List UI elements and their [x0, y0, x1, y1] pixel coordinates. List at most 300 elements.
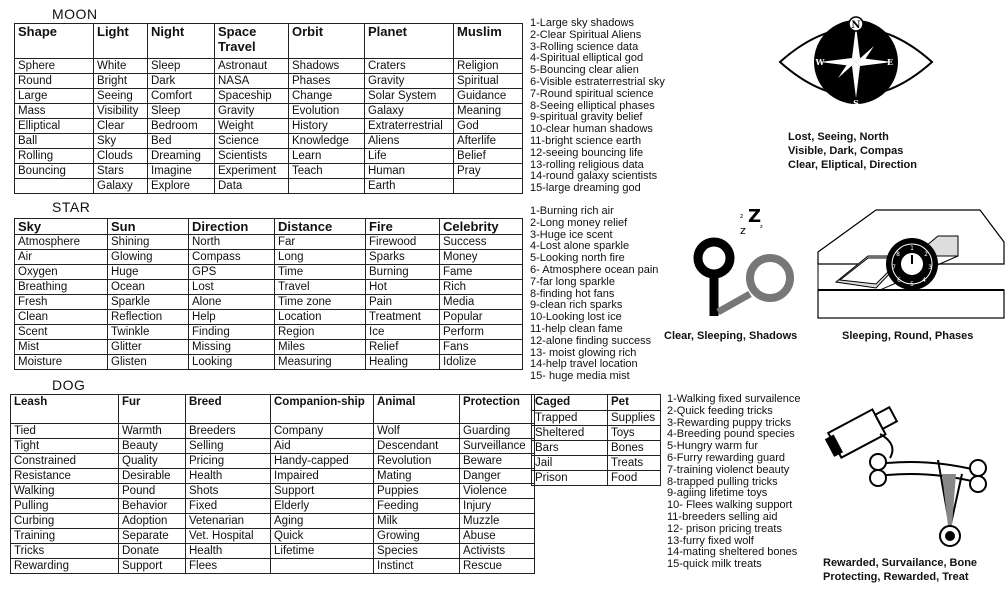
table-row [15, 149, 523, 164]
list-item: 11-breeders selling aid [667, 510, 778, 523]
table-cell: Growing [374, 529, 460, 544]
table-cell: Finding [189, 325, 275, 340]
table-cell: Milk [374, 514, 460, 529]
table-cell: Far [275, 235, 366, 250]
table-cell: Sphere [15, 59, 94, 74]
table-cell: Shots [186, 484, 271, 499]
list-item: 5-Looking north fire [530, 252, 625, 265]
column-header: Space Travel [215, 24, 289, 59]
table-cell: Moisture [15, 355, 108, 370]
table-cell: Tight [11, 439, 119, 454]
caged-pet-table [531, 394, 661, 486]
table-row [15, 74, 523, 89]
table-row [15, 89, 523, 104]
table-row [15, 59, 523, 74]
table-cell: Bed [148, 134, 215, 149]
table-row [15, 340, 523, 355]
table-cell: Shadows [289, 59, 365, 74]
table-cell: Meaning [454, 104, 523, 119]
list-item: 15-large dreaming god [530, 182, 641, 195]
table-cell: Stars [94, 164, 148, 179]
table-cell: History [289, 119, 365, 134]
table-cell: Fresh [15, 295, 108, 310]
list-item: 14-round galaxy scientists [530, 170, 658, 183]
table-cell: Elderly [271, 499, 374, 514]
table-cell [289, 179, 365, 194]
list-item: 1-Large sky shadows [530, 17, 634, 29]
table-cell: Spaceship [215, 89, 289, 104]
table-cell: Phases [289, 74, 365, 89]
table-cell: Scientists [215, 149, 289, 164]
table-cell: Change [289, 89, 365, 104]
table-row [11, 469, 535, 484]
column-header: Night [148, 24, 215, 59]
table-cell: Time [275, 265, 366, 280]
table-cell: Feeding [374, 499, 460, 514]
table-cell: Training [11, 529, 119, 544]
table-cell: Comfort [148, 89, 215, 104]
table-cell: Surveillance [460, 439, 535, 454]
table-cell: Danger [460, 469, 535, 484]
table-cell: Spiritual [454, 74, 523, 89]
table-cell: Bones [608, 441, 661, 456]
moon-combination-list [530, 18, 665, 195]
table-row [532, 441, 661, 456]
table-cell: Travel [275, 280, 366, 295]
table-cell: Aid [271, 439, 374, 454]
table-cell: Pray [454, 164, 523, 179]
list-item: 6-Furry rewarding guard [667, 451, 785, 464]
table-cell: Rescue [460, 559, 535, 574]
list-item: 6-Visible estraterrestrial sky [530, 75, 665, 88]
clock-number: 1 [910, 245, 914, 252]
table-cell: Health [186, 469, 271, 484]
list-item: 4-Spiritual elliptical god [530, 52, 644, 65]
table-row [15, 179, 523, 194]
table-row [532, 426, 661, 441]
table-cell: Human [365, 164, 454, 179]
table-cell: Data [215, 179, 289, 194]
table-cell: Ball [15, 134, 94, 149]
table-row [11, 514, 535, 529]
table-row [15, 355, 523, 370]
table-cell: Time zone [275, 295, 366, 310]
star-table [14, 218, 523, 370]
moon-title: MOON [52, 6, 98, 22]
table-cell: Sparkle [108, 295, 189, 310]
table-cell: Dreaming [148, 149, 215, 164]
zzz-large: Z [748, 206, 762, 227]
caption-line: Lost, Seeing, North [788, 131, 889, 143]
list-item: 10-clear human shadows [530, 123, 653, 136]
table-cell: Money [440, 250, 523, 265]
table-cell: God [454, 119, 523, 134]
table-cell: Support [119, 559, 186, 574]
table-cell: Vet. Hospital [186, 529, 271, 544]
table-cell: Galaxy [365, 104, 454, 119]
table-row [15, 134, 523, 149]
table-cell: Company [271, 424, 374, 439]
moon-table [14, 23, 523, 194]
table-cell: Pain [366, 295, 440, 310]
table-cell: Pulling [11, 499, 119, 514]
table-cell: Injury [460, 499, 535, 514]
caption-line: Clear, Eliptical, Direction [788, 159, 917, 171]
table-cell: Region [275, 325, 366, 340]
table-cell: Toys [608, 426, 661, 441]
table-row [15, 325, 523, 340]
list-item: 6- Atmosphere ocean pain [530, 263, 659, 276]
table-cell: Weight [215, 119, 289, 134]
table-row [532, 456, 661, 471]
table-row [11, 559, 535, 574]
table-cell: Breathing [15, 280, 108, 295]
list-item: 3-Rolling science data [530, 40, 639, 53]
compass-south-label: S [853, 98, 859, 108]
table-cell: Selling [186, 439, 271, 454]
list-item: 2-Quick feeding tricks [667, 404, 773, 417]
list-item: 11-bright science earth [530, 134, 642, 147]
table-cell: Treats [608, 456, 661, 471]
table-cell: Glowing [108, 250, 189, 265]
caged-pet-table-body [532, 411, 661, 486]
table-cell: Resistance [11, 469, 119, 484]
clock-number: 6 [897, 277, 901, 284]
table-row [15, 310, 523, 325]
table-cell: Breeders [186, 424, 271, 439]
table-cell: Sleep [148, 104, 215, 119]
clock-number: 8 [896, 251, 900, 258]
table-cell: Rich [440, 280, 523, 295]
bed-caption: Sleeping, Round, Phases [842, 330, 974, 342]
table-cell: Popular [440, 310, 523, 325]
table-cell: Abuse [460, 529, 535, 544]
table-cell: Success [440, 235, 523, 250]
table-cell: Walking [11, 484, 119, 499]
table-cell: Teach [289, 164, 365, 179]
table-cell: Earth [365, 179, 454, 194]
table-cell: Learn [289, 149, 365, 164]
table-cell: North [189, 235, 275, 250]
list-item: 9-spiritual gravity belief [530, 111, 643, 124]
clock-number: 3 [928, 264, 932, 271]
table-cell: Fans [440, 340, 523, 355]
list-item: 10- Flees walking support [667, 499, 793, 512]
list-item: 12-alone finding success [530, 334, 652, 347]
table-row [11, 439, 535, 454]
table-row [11, 484, 535, 499]
table-cell: Miles [275, 340, 366, 355]
table-cell: Food [608, 471, 661, 486]
list-item: 4-Breeding pound species [667, 428, 795, 441]
table-cell: Sheltered [532, 426, 608, 441]
table-cell: Sleep [148, 59, 215, 74]
table-cell: Treatment [366, 310, 440, 325]
zzz-small: z [740, 213, 744, 220]
table-cell: Sparks [366, 250, 440, 265]
table-cell: Missing [189, 340, 275, 355]
table-cell: Perform [440, 325, 523, 340]
eye-caption [788, 130, 917, 172]
table-cell: Dark [148, 74, 215, 89]
table-cell: Life [365, 149, 454, 164]
table-cell: Mass [15, 104, 94, 119]
table-cell: Tied [11, 424, 119, 439]
list-item: 3-Rewarding puppy tricks [667, 416, 792, 429]
table-cell: Curbing [11, 514, 119, 529]
table-cell: Handy-capped [271, 454, 374, 469]
table-cell: Sky [94, 134, 148, 149]
table-cell: Fame [440, 265, 523, 280]
list-item: 4-Lost alone sparkle [530, 240, 630, 253]
table-cell: Revolution [374, 454, 460, 469]
camera-bone-illustration [826, 404, 986, 550]
table-cell: Hot [366, 280, 440, 295]
table-cell: Constrained [11, 454, 119, 469]
table-cell: Fixed [186, 499, 271, 514]
table-cell: Mating [374, 469, 460, 484]
list-item: 8-Seeing elliptical phases [530, 99, 655, 112]
dog-title: DOG [52, 377, 86, 393]
table-cell: Imagine [148, 164, 215, 179]
table-cell: Support [271, 484, 374, 499]
list-item: 13-rolling religious data [530, 158, 644, 171]
list-item: 2-Clear Spiritual Aliens [530, 28, 642, 41]
table-row [11, 454, 535, 469]
table-cell: Religion [454, 59, 523, 74]
table-cell: Vetenarian [186, 514, 271, 529]
table-cell: Pound [119, 484, 186, 499]
dog-table [10, 394, 535, 574]
compass-east-label: E [886, 57, 894, 67]
clock-number: 4 [922, 277, 926, 284]
column-header: Fire [366, 219, 440, 235]
list-item: 3-Huge ice scent [530, 228, 613, 241]
table-cell: Scent [15, 325, 108, 340]
table-cell: Activists [460, 544, 535, 559]
table-cell: Health [186, 544, 271, 559]
table-cell: Long [275, 250, 366, 265]
caption-line: Visible, Dark, Compas [788, 145, 904, 157]
table-row [11, 529, 535, 544]
table-cell: Galaxy [94, 179, 148, 194]
table-cell: Pricing [186, 454, 271, 469]
list-item: 15-quick milk treats [667, 558, 762, 571]
bed-clock-illustration [818, 206, 1006, 326]
table-cell: Behavior [119, 499, 186, 514]
list-item: 2-Long money relief [530, 216, 628, 229]
dog-combination-list [667, 394, 827, 571]
table-cell: Lifetime [271, 544, 374, 559]
column-header: Orbit [289, 24, 365, 59]
table-cell: Desirable [119, 469, 186, 484]
list-item: 14-help travel location [530, 358, 638, 371]
table-cell: Separate [119, 529, 186, 544]
table-cell: Donate [119, 544, 186, 559]
table-row [15, 295, 523, 310]
column-header: Celebrity [440, 219, 523, 235]
column-header: Fur [119, 395, 186, 424]
zzz-tiny: z [760, 224, 763, 230]
table-cell: Clear [94, 119, 148, 134]
star-combination-list [530, 206, 658, 383]
list-item: 8-trapped pulling tricks [667, 475, 778, 488]
table-cell: Elliptical [15, 119, 94, 134]
table-cell: Clean [15, 310, 108, 325]
list-item: 1-Burning rich air [530, 205, 614, 217]
table-cell: GPS [189, 265, 275, 280]
moon-table-body [15, 59, 523, 194]
table-cell: Quality [119, 454, 186, 469]
table-cell: Warmth [119, 424, 186, 439]
camera-caption [823, 556, 977, 584]
list-item: 7-Round spiritual science [530, 87, 654, 100]
table-cell: Descendant [374, 439, 460, 454]
column-header: Protection [460, 395, 535, 424]
table-cell: Science [215, 134, 289, 149]
table-row [15, 250, 523, 265]
list-item: 1-Walking fixed survailence [667, 393, 801, 405]
column-header: Companion-ship [271, 395, 374, 424]
table-cell: Firewood [366, 235, 440, 250]
table-cell: Looking [189, 355, 275, 370]
column-header: Leash [11, 395, 119, 424]
table-cell: Beware [460, 454, 535, 469]
table-cell: Rolling [15, 149, 94, 164]
table-cell: Species [374, 544, 460, 559]
column-header: Sky [15, 219, 108, 235]
table-cell: Puppies [374, 484, 460, 499]
clock-number: 5 [910, 281, 914, 288]
table-cell: White [94, 59, 148, 74]
column-header: Planet [365, 24, 454, 59]
list-item: 12-seeing bouncing life [530, 146, 644, 159]
table-row [15, 119, 523, 134]
table-cell: Measuring [275, 355, 366, 370]
table-cell: Burning [366, 265, 440, 280]
table-row [15, 265, 523, 280]
table-cell: Atmosphere [15, 235, 108, 250]
table-row [11, 544, 535, 559]
table-cell: Glisten [108, 355, 189, 370]
table-cell: Astronaut [215, 59, 289, 74]
column-header: Distance [275, 219, 366, 235]
table-cell: Location [275, 310, 366, 325]
table-cell: Round [15, 74, 94, 89]
table-cell: Bouncing [15, 164, 94, 179]
table-cell: Wolf [374, 424, 460, 439]
list-item: 8-finding hot fans [530, 287, 615, 300]
caption-line: Rewarded, Survailance, Bone [823, 557, 978, 569]
table-cell: Guidance [454, 89, 523, 104]
list-item: 9-agiing lifetime toys [667, 487, 768, 500]
table-cell: Aging [271, 514, 374, 529]
dog-table-body [11, 424, 535, 574]
table-cell: Bedroom [148, 119, 215, 134]
compass-west-label: W [815, 57, 825, 67]
list-item: 5-Bouncing clear alien [530, 64, 639, 77]
table-cell: Alone [189, 295, 275, 310]
table-cell: Air [15, 250, 108, 265]
table-cell: Bars [532, 441, 608, 456]
table-cell: Glitter [108, 340, 189, 355]
table-cell: Reflection [108, 310, 189, 325]
table-row [15, 104, 523, 119]
list-item: 15- huge media mist [530, 370, 630, 383]
column-header: Muslim [454, 24, 523, 59]
table-cell: Solar System [365, 89, 454, 104]
table-cell: Tricks [11, 544, 119, 559]
table-cell: Oxygen [15, 265, 108, 280]
list-item: 10-Looking lost ice [530, 311, 622, 324]
column-header: Breed [186, 395, 271, 424]
table-cell: Evolution [289, 104, 365, 119]
table-cell: Gravity [215, 104, 289, 119]
list-item: 12- prison pricing treats [667, 522, 782, 535]
table-cell: Ocean [108, 280, 189, 295]
table-cell: Impaired [271, 469, 374, 484]
table-cell: Trapped [532, 411, 608, 426]
table-cell: Flees [186, 559, 271, 574]
table-cell: Adoption [119, 514, 186, 529]
table-cell: Violence [460, 484, 535, 499]
table-cell: Large [15, 89, 94, 104]
table-cell: Knowledge [289, 134, 365, 149]
table-cell: Relief [366, 340, 440, 355]
list-item: 7-training violenct beauty [667, 463, 790, 476]
sleeping-key-illustration [692, 200, 810, 318]
list-item: 11-help clean fame [530, 322, 623, 335]
table-cell: Visibility [94, 104, 148, 119]
table-cell: Muzzle [460, 514, 535, 529]
column-header: Shape [15, 24, 94, 59]
list-item: 13-furry fixed wolf [667, 534, 754, 547]
table-cell: Huge [108, 265, 189, 280]
table-cell: Supplies [608, 411, 661, 426]
column-header: Direction [189, 219, 275, 235]
table-cell: Craters [365, 59, 454, 74]
table-cell: Explore [148, 179, 215, 194]
table-cell: Media [440, 295, 523, 310]
table-cell: Experiment [215, 164, 289, 179]
table-cell: Mist [15, 340, 108, 355]
table-cell: Quick [271, 529, 374, 544]
caption-line: Protecting, Rewarded, Treat [823, 571, 969, 583]
table-cell: Twinkle [108, 325, 189, 340]
table-row [11, 499, 535, 514]
column-header: Light [94, 24, 148, 59]
table-row [15, 164, 523, 179]
table-cell: Belief [454, 149, 523, 164]
table-cell: Prison [532, 471, 608, 486]
table-cell: Help [189, 310, 275, 325]
sleeping-caption: Clear, Sleeping, Shadows [664, 330, 798, 342]
clock-number: 7 [892, 264, 896, 271]
list-item: 7-far long sparkle [530, 275, 615, 288]
table-cell: Lost [189, 280, 275, 295]
table-cell [15, 179, 94, 194]
compass-north-label: N [851, 20, 861, 31]
table-cell: Rewarding [11, 559, 119, 574]
clock-number: 2 [924, 251, 928, 258]
table-row [11, 424, 535, 439]
table-cell: Beauty [119, 439, 186, 454]
table-cell: Compass [189, 250, 275, 265]
table-cell [454, 179, 523, 194]
table-cell: Instinct [374, 559, 460, 574]
column-header: Pet [608, 395, 661, 411]
table-row [15, 235, 523, 250]
